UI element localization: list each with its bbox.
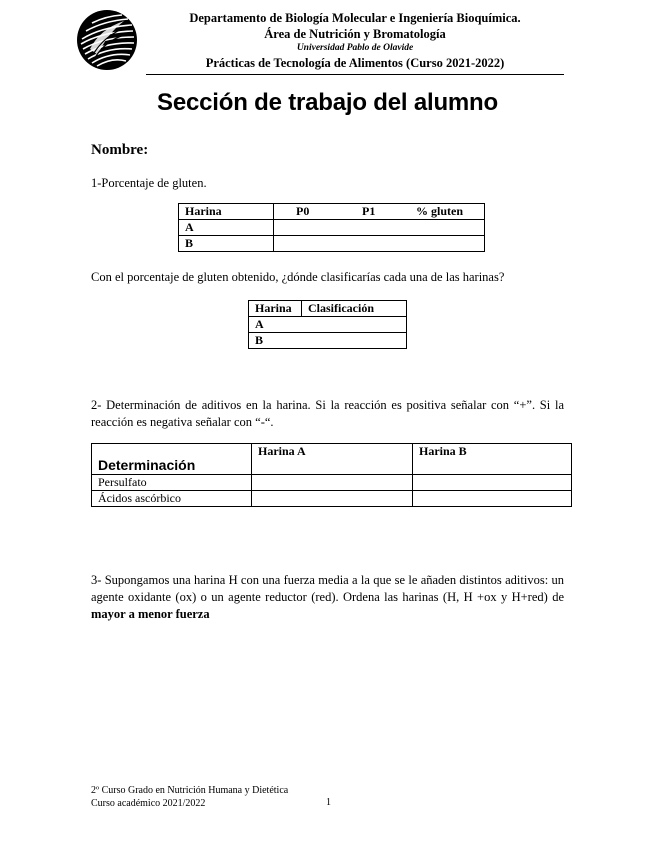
table-header-cell: Harina A bbox=[252, 444, 413, 475]
table-header-cell: Clasificación bbox=[302, 301, 407, 317]
university-logo bbox=[76, 9, 138, 71]
row-label: Persulfato bbox=[92, 475, 252, 491]
course-name: Prácticas de Tecnología de Alimentos (Curso 2021-2022) bbox=[205, 56, 505, 70]
section1-heading: 1-Porcentaje de gluten. bbox=[91, 176, 207, 190]
page-number: 1 bbox=[326, 797, 331, 808]
aditivos-table bbox=[91, 443, 572, 507]
table-header-cell: Determinación bbox=[92, 444, 252, 475]
table-header-cell: Harina B bbox=[413, 444, 572, 475]
header-divider bbox=[146, 74, 564, 75]
row-label: A bbox=[249, 317, 407, 333]
table-header-row bbox=[249, 301, 407, 317]
row-label: B bbox=[179, 236, 274, 252]
row-label: A bbox=[179, 220, 274, 236]
table-row bbox=[92, 491, 572, 507]
clasificacion-table bbox=[248, 300, 407, 349]
document-header bbox=[140, 10, 570, 71]
section3-text bbox=[91, 572, 564, 623]
header-gluten: % gluten bbox=[416, 204, 464, 218]
nombre-label: Nombre: bbox=[91, 142, 149, 158]
table-cell-empty[interactable] bbox=[413, 491, 572, 507]
university-name: Universidad Pablo de Olavide bbox=[296, 43, 414, 53]
table-header-cell: Harina bbox=[179, 204, 274, 220]
table-row bbox=[92, 475, 572, 491]
gluten-table bbox=[178, 203, 485, 252]
table-header-row bbox=[92, 444, 572, 475]
table-row bbox=[249, 333, 407, 349]
header-p1: P1 bbox=[362, 204, 376, 218]
table-cell-empty[interactable] bbox=[252, 491, 413, 507]
area-name: Área de Nutrición y Bromatología bbox=[264, 27, 446, 41]
page-footer bbox=[91, 784, 288, 810]
table-cell-empty[interactable] bbox=[413, 475, 572, 491]
table-row bbox=[179, 236, 485, 252]
footer-course: 2º Curso Grado en Nutrición Humana y Dietética bbox=[91, 785, 289, 796]
department-name: Departamento de Biología Molecular e Ingeniería Bioquímica. bbox=[189, 11, 521, 25]
page-title: Sección de trabajo del alumno bbox=[157, 89, 498, 116]
section2-text: 2- Determinación de aditivos en la harina. Si la reacción es positiva señalar con “+”. Si la reacción es negativa señalar con “-“. bbox=[91, 398, 564, 429]
table-row bbox=[179, 220, 485, 236]
table-header-cell: Harina bbox=[249, 301, 302, 317]
row-label: Ácidos ascórbico bbox=[92, 491, 252, 507]
footer-year: Curso académico 2021/2022 bbox=[91, 798, 206, 809]
table-header-cell bbox=[274, 204, 485, 220]
header-p0: P0 bbox=[296, 204, 310, 218]
table-header-row bbox=[179, 204, 485, 220]
table-cell-empty[interactable] bbox=[252, 475, 413, 491]
table-cell-empty[interactable] bbox=[274, 236, 485, 252]
table-cell-empty[interactable] bbox=[274, 220, 485, 236]
section3-emphasis: mayor a menor fuerza bbox=[91, 607, 210, 621]
row-label: B bbox=[249, 333, 407, 349]
section1-question: Con el porcentaje de gluten obtenido, ¿dónde clasificarías cada una de las harinas? bbox=[91, 270, 505, 284]
section3-body: 3- Supongamos una harina H con una fuerza media a la que se le añaden distintos aditivos: un agente oxidante (ox) o un agente reductor (red). Ordena las harinas (H, H +ox y H+red) de bbox=[91, 573, 564, 604]
table-row bbox=[249, 317, 407, 333]
